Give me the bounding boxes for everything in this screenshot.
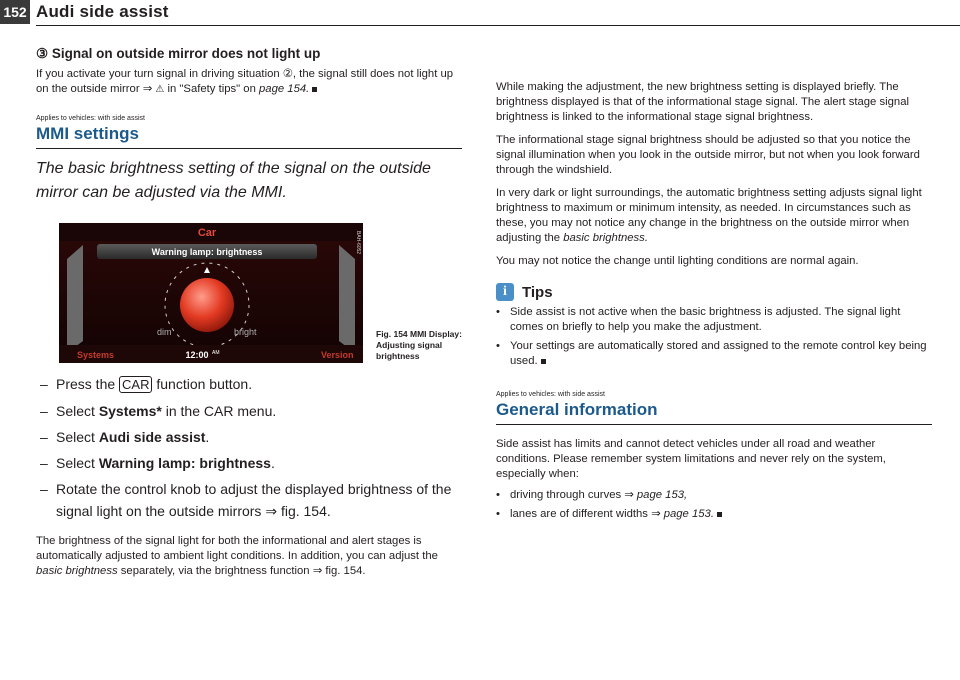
step-3: – Select Audi side assist.	[36, 426, 462, 448]
page-ref-link[interactable]: page 153,	[636, 489, 688, 501]
section-end-icon	[312, 87, 317, 92]
screen-title: Car	[197, 227, 217, 239]
paragraph-dark-light: In very dark or light surroundings, the automatic brightness setting adjusts signal light brightness to maximum or minimum intensity, as needed. In circumstances such as these, you may not notice any change in the brightness on the outside mirror when adjusting the basic brightness.	[496, 187, 922, 244]
lead-text: The basic brightness setting of the signal on the outside mirror can be adjusted via the MMI.	[36, 160, 431, 201]
paragraph-adjustment: While making the adjustment, the new brightness setting is displayed briefly. The brightness displayed is that of the informational stage signal. The alert stage signal brightness is linked to the informational stage signal brightness.	[496, 81, 909, 123]
figure-caption: Fig. 154 MMI Display: Adjusting signal brightness	[376, 329, 462, 361]
page-ref-link[interactable]: page 153.	[663, 508, 714, 520]
applies-note: Applies to vehicles: with side assist	[496, 391, 605, 398]
tip-item: • Side assist is not active when the basic brightness is adjusted. The signal light comes on briefly to help you make the adjustment.	[496, 305, 932, 335]
systems-label: Systems	[77, 350, 115, 360]
brightness-note: The brightness of the signal light for both the informational and alert stages is automatically adjusted to ambient light conditions. In addition, you can adjust the basic brightness separately, via the brightness function ⇒ fig. 154.	[36, 535, 438, 577]
general-info-text: Side assist has limits and cannot detect vehicles under all road and weather conditions. Please remember system limitations and never rely on the system, especially when:	[496, 438, 886, 480]
paragraph-change-notice: You may not notice the change until lighting conditions are normal again.	[496, 255, 859, 267]
version-label: Version	[321, 350, 354, 360]
info-icon: i	[496, 283, 514, 301]
right-side-bar	[339, 245, 355, 353]
section-title-general-information: General information	[496, 400, 932, 425]
running-header: Audi side assist	[36, 2, 169, 21]
header-rule	[36, 25, 960, 26]
section-title-mmi-settings: MMI settings	[36, 124, 462, 149]
subheading-signal-not-lit: ③ Signal on outside mirror does not light up	[36, 46, 321, 61]
warning-icon: ⚠	[155, 84, 165, 95]
left-column	[36, 38, 462, 579]
step-2: – Select Systems* in the CAR menu.	[36, 400, 462, 422]
time-label: 12:00	[185, 350, 209, 360]
limit-item: • driving through curves ⇒ page 153,	[496, 488, 932, 503]
step-1: – Press the CAR function button.	[36, 373, 462, 396]
mmi-display-image	[59, 223, 363, 363]
right-column	[496, 80, 932, 526]
tip-item: • Your settings are automatically stored and assigned to the remote control key being used.	[496, 339, 932, 369]
tips-heading	[496, 283, 932, 301]
limit-item: • lanes are of different widths ⇒ page 153.	[496, 507, 932, 522]
page-ref-link[interactable]: page 154.	[259, 83, 310, 95]
bright-label: bright	[234, 327, 257, 337]
dim-label: dim	[157, 327, 172, 337]
left-side-bar	[67, 245, 83, 353]
knob-icon	[180, 278, 234, 332]
step-5: – Rotate the control knob to adjust the displayed brightness of the signal light on the outside mirrors ⇒ fig. 154.	[36, 478, 462, 522]
tips-label: Tips	[522, 283, 553, 301]
instruction-steps	[36, 373, 462, 522]
section-end-icon	[541, 359, 546, 364]
paragraph-informational-stage: The informational stage signal brightness should be adjusted so that you notice the signal illumination when you look in the outside mirror, but not when you look forward through the windshield.	[496, 134, 920, 176]
applies-note: Applies to vehicles: with side assist	[36, 115, 145, 122]
section-end-icon	[717, 512, 722, 517]
screen-subtitle: Warning lamp: brightness	[151, 247, 263, 257]
figure-code: BAH-6052	[355, 231, 361, 255]
figure-154	[36, 223, 462, 363]
page-number: 152	[0, 0, 30, 24]
car-key-label: CAR	[119, 376, 152, 393]
step-4: – Select Warning lamp: brightness.	[36, 452, 462, 474]
time-suffix: AM	[212, 350, 220, 356]
signal-not-lit-text: If you activate your turn signal in driving situation ②, the signal still does not light up on the outside mirror ⇒ ⚠ in "Safety tips" on page 154.	[36, 68, 454, 95]
